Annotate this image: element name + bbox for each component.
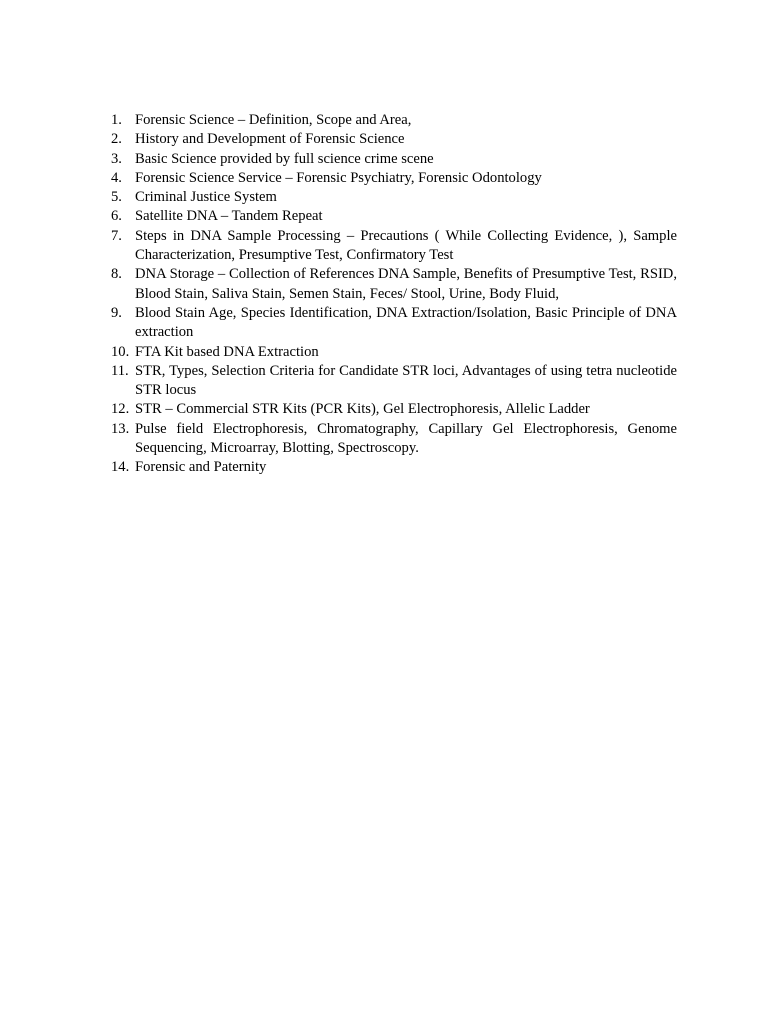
item-number: 5.: [111, 189, 122, 206]
list-item: [111, 150, 677, 169]
item-text: STR, Types, Selection Criteria for Candidate STR loci, Advantages of using tetra nucleotide STR locus: [135, 362, 677, 399]
item-number: 3.: [111, 150, 122, 167]
item-number: 10.: [111, 343, 130, 360]
item-number: 11.: [111, 362, 129, 379]
item-number: 6.: [111, 208, 122, 225]
item-text: Forensic and Paternity: [135, 459, 267, 476]
list-item: [111, 265, 677, 304]
item-number: 7.: [111, 227, 122, 244]
item-number: 1.: [111, 112, 122, 128]
item-number: 13.: [111, 420, 130, 437]
item-number: 8.: [111, 266, 122, 283]
list-item: [111, 111, 677, 130]
list-item: [111, 362, 677, 401]
list-item: [111, 420, 677, 459]
item-text: Criminal Justice System: [135, 189, 277, 206]
item-text: FTA Kit based DNA Extraction: [135, 343, 319, 360]
item-text: History and Development of Forensic Science: [135, 131, 405, 148]
item-number: 2.: [111, 131, 122, 148]
list-item: [111, 130, 677, 149]
item-number: 4.: [111, 169, 122, 186]
item-number: 9.: [111, 304, 122, 321]
list-item: [111, 188, 677, 207]
topic-list: [111, 111, 677, 478]
list-item: [111, 169, 677, 188]
item-number: 14.: [111, 459, 130, 476]
list-item: [111, 343, 677, 362]
item-text: STR – Commercial STR Kits (PCR Kits), Gel Electrophoresis, Allelic Ladder: [135, 401, 590, 418]
list-item: [111, 207, 677, 226]
item-text: Steps in DNA Sample Processing – Precautions ( While Collecting Evidence, ), Sample Characterization, Presumptive Test, Confirmatory Test: [135, 227, 677, 264]
item-text: Satellite DNA – Tandem Repeat: [135, 208, 323, 225]
item-number: 12.: [111, 401, 130, 418]
item-text: Pulse field Electrophoresis, Chromatography, Capillary Gel Electrophoresis, Genome Sequencing, Microarray, Blotting, Spectroscopy.: [135, 420, 677, 457]
list-item: [111, 458, 677, 477]
item-text: Basic Science provided by full science crime scene: [135, 150, 434, 167]
list-item: [111, 400, 677, 419]
item-text: Forensic Science Service – Forensic Psychiatry, Forensic Odontology: [135, 169, 542, 186]
list-item: [111, 304, 677, 343]
item-text: Forensic Science – Definition, Scope and Area,: [135, 112, 412, 128]
item-text: Blood Stain Age, Species Identification, DNA Extraction/Isolation, Basic Principle of DNA extraction: [135, 304, 677, 341]
item-text: DNA Storage – Collection of References DNA Sample, Benefits of Presumptive Test, RSID, Blood Stain, Saliva Stain, Semen Stain, Feces/ Stool, Urine, Body Fluid,: [135, 266, 677, 302]
list-item: [111, 227, 677, 266]
